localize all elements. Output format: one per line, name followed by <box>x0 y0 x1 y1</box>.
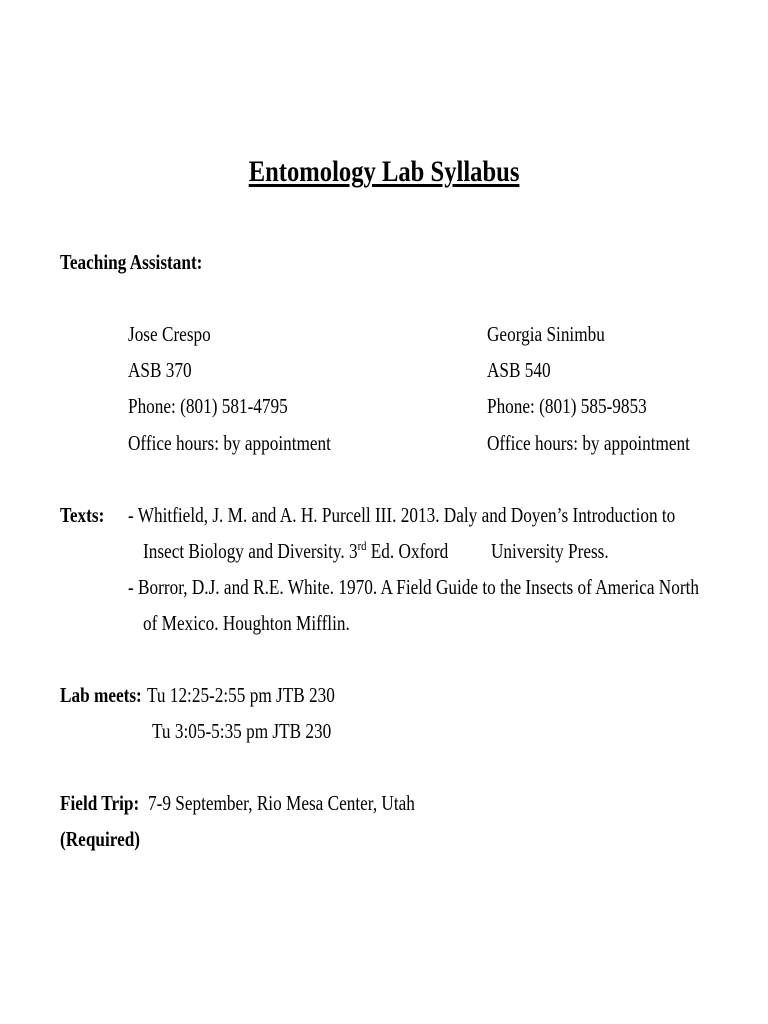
ta2-room: ASB 540 <box>487 358 551 382</box>
text-book2-line1: - Borror, D.J. and R.E. White. 1970. A Field Guide to the Insects of America North <box>128 575 699 599</box>
field-trip-heading: Field Trip: <box>60 791 140 815</box>
lab-meets-heading: Lab meets: <box>60 683 142 707</box>
teaching-assistant-heading: Teaching Assistant: <box>60 250 203 274</box>
ta2-name: Georgia Sinimbu <box>487 322 605 346</box>
ta1-office-hours: Office hours: by appointment <box>128 431 331 455</box>
text-book1-line2-publisher: University Press. <box>491 539 609 563</box>
ta1-room: ASB 370 <box>128 358 192 382</box>
text-book1-line2-b: Ed. Oxford <box>366 539 449 563</box>
field-trip-details: 7-9 September, Rio Mesa Center, Utah <box>148 791 415 815</box>
ta1-phone: Phone: (801) 581-4795 <box>128 394 288 418</box>
text-book2-line2: of Mexico. Houghton Mifflin. <box>143 611 350 635</box>
text-book1-line2-a: Insect Biology and Diversity. 3 <box>143 539 358 563</box>
ta1-name: Jose Crespo <box>128 322 211 346</box>
text-book1-line2 <box>143 538 448 564</box>
field-trip-required-note: (Required) <box>60 827 141 851</box>
lab-session-2: Tu 3:05-5:35 pm JTB 230 <box>152 719 332 743</box>
page-title-text: Entomology Lab Syllabus <box>248 155 520 188</box>
ta2-phone: Phone: (801) 585-9853 <box>487 394 647 418</box>
lab-session-1: Tu 12:25-2:55 pm JTB 230 <box>147 683 335 707</box>
page-title <box>0 155 768 189</box>
text-book1-line1: - Whitfield, J. M. and A. H. Purcell III. 2013. Daly and Doyen’s Introduction to <box>128 503 676 527</box>
edition-superscript: rd <box>357 538 367 553</box>
texts-heading: Texts: <box>60 503 105 527</box>
ta2-office-hours: Office hours: by appointment <box>487 431 690 455</box>
